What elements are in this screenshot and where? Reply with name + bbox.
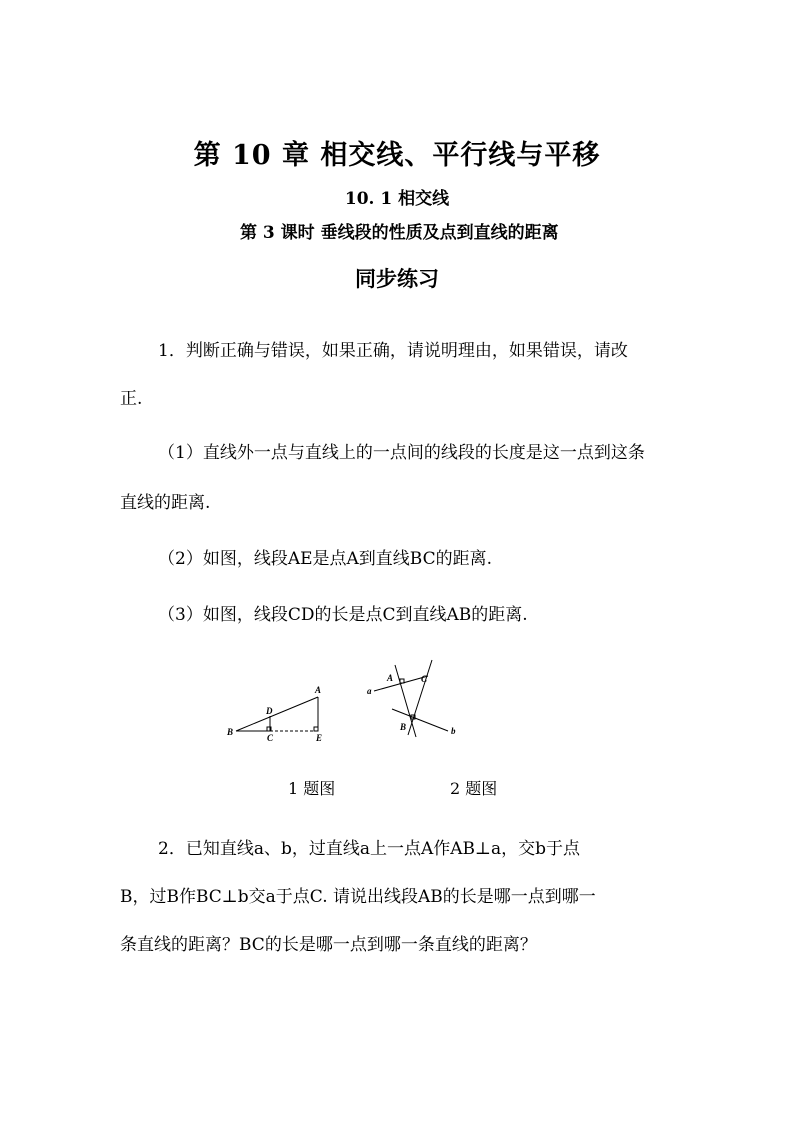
q1-item3: （3）如图，线段CD的长是点C到直线AB的距离. — [158, 605, 528, 625]
q2-line2: B，过B作BC⊥b交a于点C. 请说出线段AB的长是哪一点到哪一 — [120, 887, 596, 907]
label-c: C — [421, 674, 428, 684]
q2-line1: 2．已知直线a、b，过直线a上一点A作AB⊥a，交b于点 — [158, 839, 581, 859]
label-c: C — [267, 733, 274, 743]
line-ba — [236, 697, 318, 731]
q1-item1-line1: （1）直线外一点与直线上的一点间的线段的长度是这一点到这条 — [158, 443, 645, 463]
label-a: A — [387, 673, 394, 683]
label-e: E — [316, 733, 323, 743]
q1-item1-line2: 直线的距离. — [120, 493, 211, 513]
q1-line2: 正. — [120, 389, 143, 409]
section-title: 10. 1 相交线 — [344, 189, 450, 209]
lesson-title: 第 3 课时 垂线段的性质及点到直线的距离 — [240, 223, 559, 243]
label-line-b: b — [451, 726, 456, 736]
label-b: B — [227, 727, 234, 737]
chapter-title: 第 10 章 相交线、平行线与平移 — [193, 140, 601, 171]
practice-title: 同步练习 — [355, 266, 439, 291]
figure-1 — [220, 680, 340, 750]
right-angle-mark-e — [314, 727, 318, 731]
q1-item2: （2）如图，线段AE是点A到直线BC的距离. — [158, 549, 492, 569]
figure-2 — [362, 655, 462, 745]
q2-line3: 条直线的距离？BC的长是哪一点到哪一条直线的距离？ — [120, 935, 537, 955]
label-b: B — [400, 722, 407, 732]
label-line-a: a — [367, 686, 372, 696]
caption-fig-1: 1 题图 — [288, 779, 336, 798]
label-d: D — [266, 706, 273, 716]
label-a: A — [315, 685, 322, 695]
q1-line1: 1．判断正确与错误，如果正确，请说明理由，如果错误，请改 — [158, 341, 628, 361]
caption-fig-2: 2 题图 — [450, 779, 498, 798]
